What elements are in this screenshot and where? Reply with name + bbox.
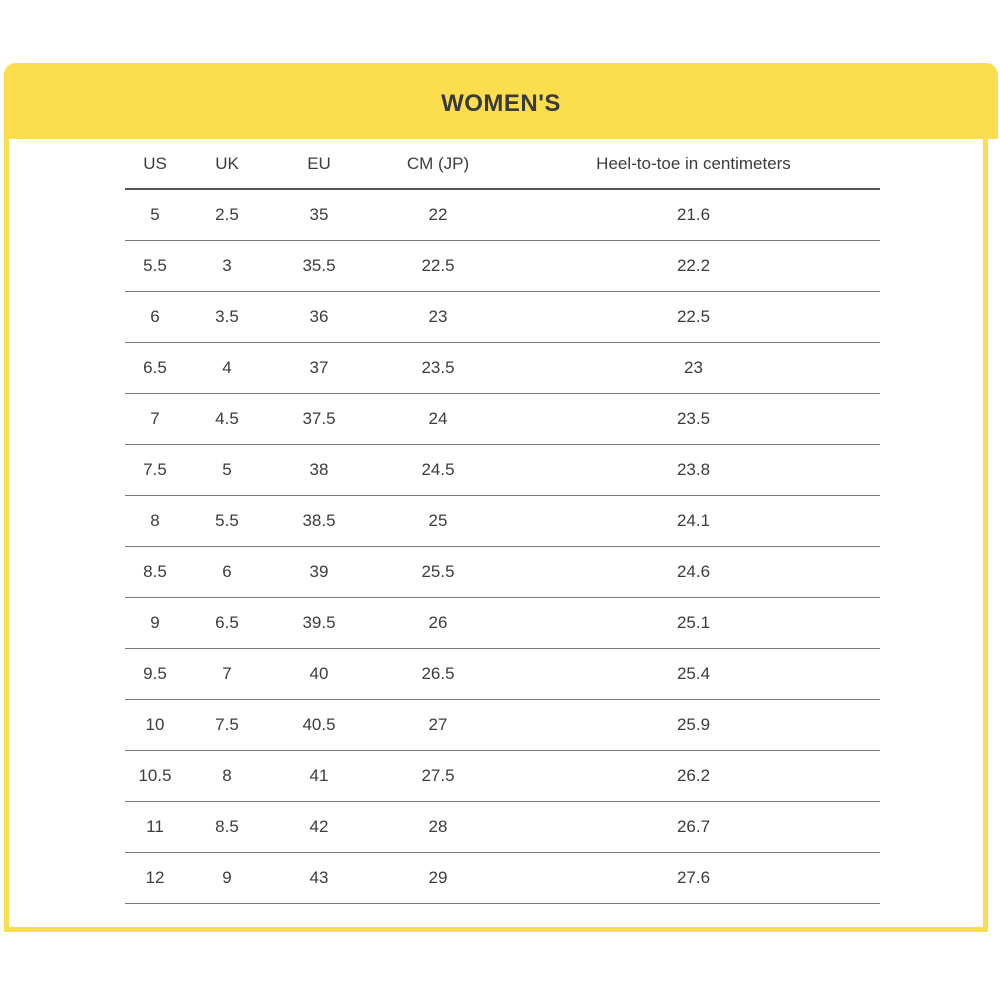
cell-eu: 39.5 [269, 598, 369, 649]
cell-eu: 43 [269, 853, 369, 904]
cell-eu: 35 [269, 189, 369, 241]
table-row [125, 496, 880, 547]
cell-cm-jp: 25 [369, 496, 507, 547]
size-table [125, 139, 880, 904]
cell-cm-jp: 26 [369, 598, 507, 649]
table-row [125, 189, 880, 241]
cell-heel-to-toe: 27.6 [507, 853, 880, 904]
cell-uk: 5.5 [185, 496, 269, 547]
cell-uk: 8.5 [185, 802, 269, 853]
cell-uk: 2.5 [185, 189, 269, 241]
cell-eu: 40 [269, 649, 369, 700]
cell-heel-to-toe: 23.5 [507, 394, 880, 445]
table-row [125, 292, 880, 343]
cell-heel-to-toe: 24.1 [507, 496, 880, 547]
cell-uk: 4 [185, 343, 269, 394]
cell-heel-to-toe: 23 [507, 343, 880, 394]
cell-us: 10.5 [125, 751, 185, 802]
size-chart-header [4, 63, 998, 139]
cell-us: 9.5 [125, 649, 185, 700]
cell-cm-jp: 26.5 [369, 649, 507, 700]
cell-us: 5 [125, 189, 185, 241]
cell-us: 9 [125, 598, 185, 649]
cell-heel-to-toe: 25.9 [507, 700, 880, 751]
cell-eu: 37 [269, 343, 369, 394]
table-row [125, 700, 880, 751]
cell-cm-jp: 22 [369, 189, 507, 241]
cell-eu: 36 [269, 292, 369, 343]
table-row [125, 802, 880, 853]
cell-uk: 7.5 [185, 700, 269, 751]
cell-us: 8.5 [125, 547, 185, 598]
cell-heel-to-toe: 24.6 [507, 547, 880, 598]
cell-eu: 38.5 [269, 496, 369, 547]
cell-cm-jp: 27 [369, 700, 507, 751]
cell-us: 7.5 [125, 445, 185, 496]
cell-eu: 39 [269, 547, 369, 598]
column-header-uk: UK [185, 139, 269, 189]
cell-heel-to-toe: 26.7 [507, 802, 880, 853]
cell-uk: 9 [185, 853, 269, 904]
cell-heel-to-toe: 25.4 [507, 649, 880, 700]
cell-us: 12 [125, 853, 185, 904]
table-row [125, 445, 880, 496]
cell-uk: 4.5 [185, 394, 269, 445]
cell-cm-jp: 23 [369, 292, 507, 343]
cell-cm-jp: 22.5 [369, 241, 507, 292]
cell-heel-to-toe: 25.1 [507, 598, 880, 649]
cell-cm-jp: 28 [369, 802, 507, 853]
cell-heel-to-toe: 21.6 [507, 189, 880, 241]
cell-eu: 38 [269, 445, 369, 496]
table-header-row [125, 139, 880, 189]
cell-eu: 40.5 [269, 700, 369, 751]
cell-us: 5.5 [125, 241, 185, 292]
cell-cm-jp: 29 [369, 853, 507, 904]
cell-cm-jp: 24 [369, 394, 507, 445]
table-row [125, 394, 880, 445]
cell-uk: 5 [185, 445, 269, 496]
column-header-cm-jp: CM (JP) [369, 139, 507, 189]
cell-us: 8 [125, 496, 185, 547]
size-chart-title: WOMEN'S [441, 90, 561, 117]
cell-cm-jp: 24.5 [369, 445, 507, 496]
cell-uk: 8 [185, 751, 269, 802]
cell-eu: 42 [269, 802, 369, 853]
table-row [125, 547, 880, 598]
cell-us: 11 [125, 802, 185, 853]
cell-uk: 6.5 [185, 598, 269, 649]
cell-us: 6.5 [125, 343, 185, 394]
cell-uk: 3 [185, 241, 269, 292]
cell-uk: 7 [185, 649, 269, 700]
cell-eu: 35.5 [269, 241, 369, 292]
cell-us: 10 [125, 700, 185, 751]
column-header-us: US [125, 139, 185, 189]
cell-eu: 41 [269, 751, 369, 802]
column-header-heel-to-toe: Heel-to-toe in centimeters [507, 139, 880, 189]
cell-cm-jp: 27.5 [369, 751, 507, 802]
cell-us: 6 [125, 292, 185, 343]
cell-heel-to-toe: 23.8 [507, 445, 880, 496]
column-header-eu: EU [269, 139, 369, 189]
table-row [125, 598, 880, 649]
cell-uk: 6 [185, 547, 269, 598]
cell-us: 7 [125, 394, 185, 445]
table-row [125, 241, 880, 292]
cell-cm-jp: 25.5 [369, 547, 507, 598]
table-row [125, 649, 880, 700]
cell-heel-to-toe: 22.5 [507, 292, 880, 343]
table-body [125, 189, 880, 904]
table-row [125, 751, 880, 802]
cell-heel-to-toe: 26.2 [507, 751, 880, 802]
cell-eu: 37.5 [269, 394, 369, 445]
size-chart-card [4, 63, 988, 932]
cell-cm-jp: 23.5 [369, 343, 507, 394]
table-row [125, 853, 880, 904]
cell-heel-to-toe: 22.2 [507, 241, 880, 292]
cell-uk: 3.5 [185, 292, 269, 343]
table-row [125, 343, 880, 394]
